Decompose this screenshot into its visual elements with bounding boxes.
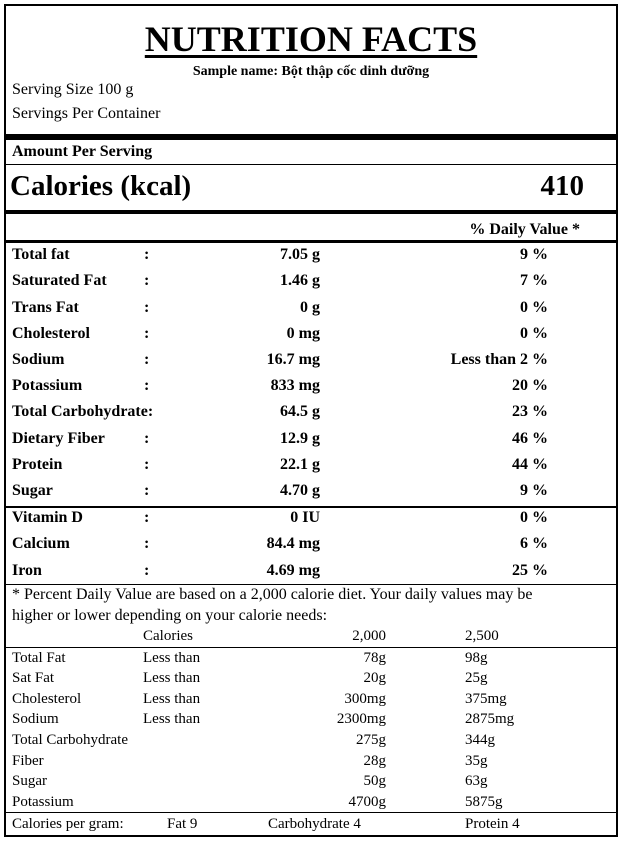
reference-cell: 275g — [356, 732, 386, 748]
nutrient-colon: : — [144, 299, 150, 316]
nutrient-amount: 12.9 g — [280, 430, 320, 447]
nutrient-colon: : — [144, 272, 150, 289]
nutrient-colon: : — [144, 351, 150, 368]
nutrient-daily-value: 44 % — [512, 456, 548, 473]
nutrient-amount: 0 g — [300, 299, 320, 316]
reference-cell: Less than — [143, 711, 201, 727]
thick-divider — [6, 210, 616, 214]
nutrient-name: Sugar — [12, 482, 53, 499]
nutrient-colon: : — [144, 509, 150, 526]
divider — [6, 584, 616, 585]
nutrient-daily-value: 9 % — [520, 482, 548, 499]
calories-value: 410 — [540, 170, 584, 202]
nutrient-name: Total Carbohydrate: — [12, 403, 154, 420]
reference-cell: Sugar — [12, 773, 47, 789]
nutrient-amount: 64.5 g — [280, 403, 320, 420]
nutrient-name: Total fat — [12, 246, 70, 263]
divider — [6, 647, 616, 648]
calories-label: Calories (kcal) — [10, 170, 192, 202]
nutrient-amount: 4.69 mg — [266, 562, 320, 579]
reference-cell: Total Carbohydrate — [12, 732, 128, 748]
nutrient-amount: 1.46 g — [280, 272, 320, 289]
nutrient-amount: 0 IU — [290, 509, 320, 526]
reference-cell: 2300mg — [336, 711, 386, 727]
nutrient-name: Cholesterol — [12, 325, 90, 342]
nutrient-amount: 7.05 g — [280, 246, 320, 263]
nutrient-amount: 84.4 mg — [266, 535, 320, 552]
nutrient-amount: 16.7 mg — [266, 351, 320, 368]
footnote: * Percent Daily Value are based on a 2,000 calorie diet. Your daily values may be — [12, 586, 533, 603]
nutrient-colon: : — [144, 430, 150, 447]
reference-cell: 35g — [465, 753, 488, 769]
sample-name: Sample name: Bột thập cốc dinh dưỡng — [192, 64, 430, 79]
nutrient-name: Vitamin D — [12, 509, 83, 526]
reference-cell: Less than — [143, 650, 201, 666]
nutrient-name: Trans Fat — [12, 299, 79, 316]
nutrient-name: Protein — [12, 456, 63, 473]
serving-size: Serving Size 100 g — [12, 81, 134, 98]
nutrient-amount: 22.1 g — [280, 456, 320, 473]
reference-cell: Potassium — [12, 794, 74, 810]
reference-cell: Less than — [143, 670, 201, 686]
nutrient-colon: : — [144, 562, 150, 579]
servings-per-container: Servings Per Container — [12, 105, 161, 122]
nutrient-daily-value: 6 % — [520, 535, 548, 552]
reference-cell: Total Fat — [12, 650, 66, 666]
nutrient-amount: 0 mg — [286, 325, 320, 342]
nutrient-name: Dietary Fiber — [12, 430, 105, 447]
nutrient-daily-value: 20 % — [512, 377, 548, 394]
reference-header-cell: Calories — [143, 628, 193, 644]
reference-cell: 63g — [465, 773, 488, 789]
nutrient-daily-value: 0 % — [520, 509, 548, 526]
nutrient-name: Potassium — [12, 377, 83, 394]
reference-cell: Sat Fat — [12, 670, 55, 686]
thick-divider — [6, 134, 616, 140]
reference-cell: Less than — [143, 691, 201, 707]
reference-cell: 300mg — [344, 691, 386, 707]
reference-cell: 78g — [363, 650, 386, 666]
nutrient-daily-value: Less than 2 % — [450, 351, 548, 368]
nutrient-colon: : — [144, 482, 150, 499]
reference-cell: 50g — [363, 773, 386, 789]
reference-cell: 98g — [465, 650, 488, 666]
nutrient-amount: 833 mg — [270, 377, 320, 394]
nutrient-colon: : — [144, 246, 150, 263]
label-title: NUTRITION FACTS — [144, 19, 478, 59]
calories-per-gram-label: Calories per gram: — [12, 816, 124, 832]
nutrient-name: Calcium — [12, 535, 70, 552]
daily-value-header: % Daily Value * — [469, 221, 580, 238]
reference-cell: 28g — [363, 753, 386, 769]
reference-cell: 375mg — [465, 691, 507, 707]
reference-header-cell: 2,000 — [352, 628, 386, 644]
divider — [6, 812, 616, 813]
nutrient-colon: : — [144, 377, 150, 394]
reference-cell: Sodium — [12, 711, 59, 727]
reference-cell: 5875g — [465, 794, 503, 810]
divider — [6, 164, 616, 165]
reference-cell: 2875mg — [465, 711, 515, 727]
nutrient-colon: : — [144, 535, 150, 552]
calories-per-gram-carb: Carbohydrate 4 — [268, 816, 361, 832]
reference-cell: Cholesterol — [12, 691, 82, 707]
nutrient-colon: : — [144, 456, 150, 473]
nutrient-daily-value: 0 % — [520, 325, 548, 342]
nutrient-daily-value: 25 % — [512, 562, 548, 579]
nutrient-name: Iron — [12, 562, 42, 579]
divider — [6, 240, 616, 243]
footnote: higher or lower depending on your calorie needs: — [12, 607, 328, 624]
nutrient-daily-value: 23 % — [512, 403, 548, 420]
reference-cell: 344g — [465, 732, 495, 748]
calories-per-gram-fat: Fat 9 — [167, 816, 198, 832]
reference-cell: 20g — [363, 670, 386, 686]
reference-cell: Fiber — [12, 753, 44, 769]
reference-header-cell: 2,500 — [465, 628, 499, 644]
reference-cell: 4700g — [348, 794, 386, 810]
amount-per-serving: Amount Per Serving — [12, 143, 153, 160]
nutrient-daily-value: 0 % — [520, 299, 548, 316]
nutrition-facts-label — [4, 4, 618, 837]
nutrient-colon: : — [144, 325, 150, 342]
nutrient-daily-value: 9 % — [520, 246, 548, 263]
nutrient-daily-value: 7 % — [520, 272, 548, 289]
nutrient-name: Sodium — [12, 351, 65, 368]
divider — [6, 506, 616, 508]
nutrient-daily-value: 46 % — [512, 430, 548, 447]
nutrient-amount: 4.70 g — [280, 482, 320, 499]
reference-cell: 25g — [465, 670, 488, 686]
nutrient-name: Saturated Fat — [12, 272, 107, 289]
calories-per-gram-protein: Protein 4 — [465, 816, 520, 832]
